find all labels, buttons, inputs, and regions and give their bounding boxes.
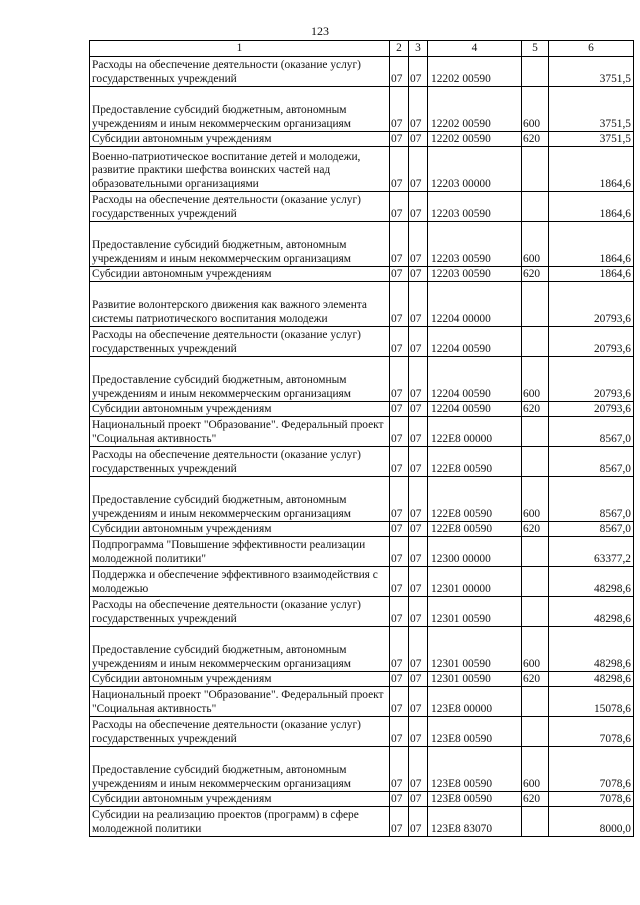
cell-target-code: 12202 00590 bbox=[428, 132, 522, 147]
cell-amount: 63377,2 bbox=[549, 537, 634, 567]
table-row bbox=[90, 627, 634, 672]
cell-section: 07 bbox=[390, 567, 409, 597]
cell-amount: 3751,5 bbox=[549, 132, 634, 147]
cell-name: Субсидии на реализацию проектов (программ) в сфере молодежной политики bbox=[90, 807, 390, 837]
cell-target-code: 12202 00590 bbox=[428, 57, 522, 87]
cell-subsection: 07 bbox=[409, 132, 428, 147]
cell-expense-type: 620 bbox=[522, 132, 549, 147]
table-row bbox=[90, 87, 634, 132]
cell-amount: 7078,6 bbox=[549, 717, 634, 747]
table-row bbox=[90, 267, 634, 282]
cell-amount: 8000,0 bbox=[549, 807, 634, 837]
cell-subsection: 07 bbox=[409, 477, 428, 522]
cell-target-code: 123E8 83070 bbox=[428, 807, 522, 837]
cell-expense-type bbox=[522, 537, 549, 567]
cell-target-code: 12203 00590 bbox=[428, 222, 522, 267]
table-row bbox=[90, 327, 634, 357]
cell-subsection: 07 bbox=[409, 687, 428, 717]
cell-amount: 20793,6 bbox=[549, 357, 634, 402]
cell-section: 07 bbox=[390, 357, 409, 402]
cell-subsection: 07 bbox=[409, 87, 428, 132]
cell-target-code: 12203 00000 bbox=[428, 147, 522, 192]
table-row bbox=[90, 222, 634, 267]
cell-target-code: 123E8 00000 bbox=[428, 687, 522, 717]
cell-subsection: 07 bbox=[409, 57, 428, 87]
cell-target-code: 12204 00590 bbox=[428, 357, 522, 402]
cell-target-code: 12203 00590 bbox=[428, 267, 522, 282]
cell-expense-type bbox=[522, 447, 549, 477]
cell-name: Военно-патриотическое воспитание детей и молодежи, развитие практики шефства воинских частей над образовательными организациями bbox=[90, 147, 390, 192]
cell-amount: 7078,6 bbox=[549, 747, 634, 792]
cell-expense-type: 620 bbox=[522, 522, 549, 537]
cell-section: 07 bbox=[390, 522, 409, 537]
cell-amount: 3751,5 bbox=[549, 57, 634, 87]
table-row bbox=[90, 192, 634, 222]
cell-name: Субсидии автономным учреждениям bbox=[90, 132, 390, 147]
header-subsection: 3 bbox=[409, 41, 428, 57]
cell-section: 07 bbox=[390, 87, 409, 132]
cell-amount: 20793,6 bbox=[549, 327, 634, 357]
cell-section: 07 bbox=[390, 747, 409, 792]
cell-expense-type: 620 bbox=[522, 402, 549, 417]
cell-name: Предоставление субсидий бюджетным, автономным учреждениям и иным некоммерческим организациям bbox=[90, 222, 390, 267]
cell-amount: 8567,0 bbox=[549, 522, 634, 537]
cell-expense-type bbox=[522, 807, 549, 837]
cell-section: 07 bbox=[390, 627, 409, 672]
cell-subsection: 07 bbox=[409, 747, 428, 792]
cell-section: 07 bbox=[390, 447, 409, 477]
cell-target-code: 12301 00590 bbox=[428, 627, 522, 672]
cell-amount: 48298,6 bbox=[549, 567, 634, 597]
cell-expense-type bbox=[522, 192, 549, 222]
cell-subsection: 07 bbox=[409, 192, 428, 222]
cell-target-code: 123E8 00590 bbox=[428, 792, 522, 807]
cell-section: 07 bbox=[390, 192, 409, 222]
cell-name: Субсидии автономным учреждениям bbox=[90, 402, 390, 417]
table-row bbox=[90, 147, 634, 192]
cell-amount: 48298,6 bbox=[549, 627, 634, 672]
cell-section: 07 bbox=[390, 717, 409, 747]
cell-name: Субсидии автономным учреждениям bbox=[90, 672, 390, 687]
table-row bbox=[90, 417, 634, 447]
cell-amount: 48298,6 bbox=[549, 672, 634, 687]
cell-name: Развитие волонтерского движения как важного элемента системы патриотического воспитания молодежи bbox=[90, 282, 390, 327]
cell-subsection: 07 bbox=[409, 267, 428, 282]
cell-amount: 1864,6 bbox=[549, 192, 634, 222]
table-row bbox=[90, 717, 634, 747]
cell-amount: 8567,0 bbox=[549, 447, 634, 477]
cell-subsection: 07 bbox=[409, 807, 428, 837]
header-target-code: 4 bbox=[428, 41, 522, 57]
table-row bbox=[90, 672, 634, 687]
cell-target-code: 122E8 00590 bbox=[428, 477, 522, 522]
cell-amount: 1864,6 bbox=[549, 222, 634, 267]
cell-name: Расходы на обеспечение деятельности (оказание услуг) государственных учреждений bbox=[90, 717, 390, 747]
cell-name: Предоставление субсидий бюджетным, автономным учреждениям и иным некоммерческим организациям bbox=[90, 357, 390, 402]
cell-section: 07 bbox=[390, 222, 409, 267]
cell-subsection: 07 bbox=[409, 717, 428, 747]
table-row bbox=[90, 522, 634, 537]
cell-target-code: 12203 00590 bbox=[428, 192, 522, 222]
cell-target-code: 122E8 00000 bbox=[428, 417, 522, 447]
cell-expense-type bbox=[522, 687, 549, 717]
cell-section: 07 bbox=[390, 687, 409, 717]
cell-name: Расходы на обеспечение деятельности (оказание услуг) государственных учреждений bbox=[90, 327, 390, 357]
cell-subsection: 07 bbox=[409, 597, 428, 627]
cell-name: Предоставление субсидий бюджетным, автономным учреждениям и иным некоммерческим организациям bbox=[90, 747, 390, 792]
table-row bbox=[90, 357, 634, 402]
table-row bbox=[90, 477, 634, 522]
table-row bbox=[90, 567, 634, 597]
cell-name: Подпрограмма "Повышение эффективности реализации молодежной политики" bbox=[90, 537, 390, 567]
cell-expense-type bbox=[522, 147, 549, 192]
cell-section: 07 bbox=[390, 147, 409, 192]
cell-subsection: 07 bbox=[409, 222, 428, 267]
cell-subsection: 07 bbox=[409, 357, 428, 402]
cell-expense-type: 600 bbox=[522, 747, 549, 792]
header-section: 2 bbox=[390, 41, 409, 57]
cell-subsection: 07 bbox=[409, 567, 428, 597]
header-name: 1 bbox=[90, 41, 390, 57]
cell-subsection: 07 bbox=[409, 627, 428, 672]
table-row bbox=[90, 537, 634, 567]
cell-target-code: 12301 00590 bbox=[428, 672, 522, 687]
cell-amount: 8567,0 bbox=[549, 477, 634, 522]
budget-table bbox=[89, 40, 634, 837]
cell-name: Предоставление субсидий бюджетным, автономным учреждениям и иным некоммерческим организациям bbox=[90, 477, 390, 522]
table-row bbox=[90, 597, 634, 627]
cell-section: 07 bbox=[390, 417, 409, 447]
cell-target-code: 12204 00590 bbox=[428, 402, 522, 417]
cell-name: Субсидии автономным учреждениям bbox=[90, 522, 390, 537]
cell-amount: 7078,6 bbox=[549, 792, 634, 807]
cell-section: 07 bbox=[390, 132, 409, 147]
cell-name: Национальный проект "Образование". Федеральный проект "Социальная активность" bbox=[90, 417, 390, 447]
cell-amount: 15078,6 bbox=[549, 687, 634, 717]
cell-name: Национальный проект "Образование". Федеральный проект "Социальная активность" bbox=[90, 687, 390, 717]
cell-expense-type bbox=[522, 327, 549, 357]
header-amount: 6 bbox=[549, 41, 634, 57]
cell-name: Предоставление субсидий бюджетным, автономным учреждениям и иным некоммерческим организациям bbox=[90, 627, 390, 672]
cell-subsection: 07 bbox=[409, 402, 428, 417]
cell-section: 07 bbox=[390, 537, 409, 567]
cell-subsection: 07 bbox=[409, 537, 428, 567]
cell-expense-type bbox=[522, 597, 549, 627]
cell-amount: 8567,0 bbox=[549, 417, 634, 447]
cell-expense-type: 600 bbox=[522, 222, 549, 267]
cell-section: 07 bbox=[390, 282, 409, 327]
table-row bbox=[90, 447, 634, 477]
cell-subsection: 07 bbox=[409, 147, 428, 192]
cell-expense-type: 600 bbox=[522, 87, 549, 132]
cell-section: 07 bbox=[390, 402, 409, 417]
cell-name: Расходы на обеспечение деятельности (оказание услуг) государственных учреждений bbox=[90, 192, 390, 222]
cell-subsection: 07 bbox=[409, 327, 428, 357]
cell-expense-type: 600 bbox=[522, 477, 549, 522]
cell-name: Расходы на обеспечение деятельности (оказание услуг) государственных учреждений bbox=[90, 57, 390, 87]
cell-target-code: 12204 00000 bbox=[428, 282, 522, 327]
table-header-row bbox=[90, 41, 634, 57]
cell-subsection: 07 bbox=[409, 672, 428, 687]
cell-section: 07 bbox=[390, 477, 409, 522]
cell-target-code: 12202 00590 bbox=[428, 87, 522, 132]
cell-target-code: 123E8 00590 bbox=[428, 747, 522, 792]
cell-expense-type: 600 bbox=[522, 357, 549, 402]
cell-name: Субсидии автономным учреждениям bbox=[90, 792, 390, 807]
cell-expense-type bbox=[522, 417, 549, 447]
cell-expense-type bbox=[522, 567, 549, 597]
cell-target-code: 122E8 00590 bbox=[428, 522, 522, 537]
cell-expense-type: 600 bbox=[522, 627, 549, 672]
cell-target-code: 122E8 00590 bbox=[428, 447, 522, 477]
cell-expense-type bbox=[522, 717, 549, 747]
cell-name: Предоставление субсидий бюджетным, автономным учреждениям и иным некоммерческим организациям bbox=[90, 87, 390, 132]
table-row bbox=[90, 747, 634, 792]
cell-section: 07 bbox=[390, 597, 409, 627]
cell-amount: 48298,6 bbox=[549, 597, 634, 627]
cell-expense-type: 620 bbox=[522, 792, 549, 807]
cell-amount: 20793,6 bbox=[549, 282, 634, 327]
cell-section: 07 bbox=[390, 57, 409, 87]
table-row bbox=[90, 807, 634, 837]
cell-expense-type bbox=[522, 57, 549, 87]
cell-section: 07 bbox=[390, 672, 409, 687]
cell-target-code: 12301 00000 bbox=[428, 567, 522, 597]
cell-name: Субсидии автономным учреждениям bbox=[90, 267, 390, 282]
header-expense-type: 5 bbox=[522, 41, 549, 57]
cell-expense-type: 620 bbox=[522, 267, 549, 282]
table-row bbox=[90, 687, 634, 717]
table-row bbox=[90, 282, 634, 327]
cell-amount: 3751,5 bbox=[549, 87, 634, 132]
cell-subsection: 07 bbox=[409, 417, 428, 447]
cell-target-code: 12204 00590 bbox=[428, 327, 522, 357]
table-row bbox=[90, 132, 634, 147]
cell-target-code: 123E8 00590 bbox=[428, 717, 522, 747]
cell-target-code: 12301 00590 bbox=[428, 597, 522, 627]
cell-subsection: 07 bbox=[409, 282, 428, 327]
cell-expense-type bbox=[522, 282, 549, 327]
cell-expense-type: 620 bbox=[522, 672, 549, 687]
cell-section: 07 bbox=[390, 807, 409, 837]
table-row bbox=[90, 57, 634, 87]
cell-amount: 1864,6 bbox=[549, 147, 634, 192]
cell-section: 07 bbox=[390, 792, 409, 807]
cell-amount: 20793,6 bbox=[549, 402, 634, 417]
cell-section: 07 bbox=[390, 267, 409, 282]
page-number: 123 bbox=[311, 24, 329, 38]
cell-section: 07 bbox=[390, 327, 409, 357]
cell-subsection: 07 bbox=[409, 447, 428, 477]
cell-name: Поддержка и обеспечение эффективного взаимодействия с молодежью bbox=[90, 567, 390, 597]
cell-subsection: 07 bbox=[409, 522, 428, 537]
cell-amount: 1864,6 bbox=[549, 267, 634, 282]
cell-subsection: 07 bbox=[409, 792, 428, 807]
table-row bbox=[90, 792, 634, 807]
cell-name: Расходы на обеспечение деятельности (оказание услуг) государственных учреждений bbox=[90, 447, 390, 477]
table-row bbox=[90, 402, 634, 417]
cell-name: Расходы на обеспечение деятельности (оказание услуг) государственных учреждений bbox=[90, 597, 390, 627]
cell-target-code: 12300 00000 bbox=[428, 537, 522, 567]
